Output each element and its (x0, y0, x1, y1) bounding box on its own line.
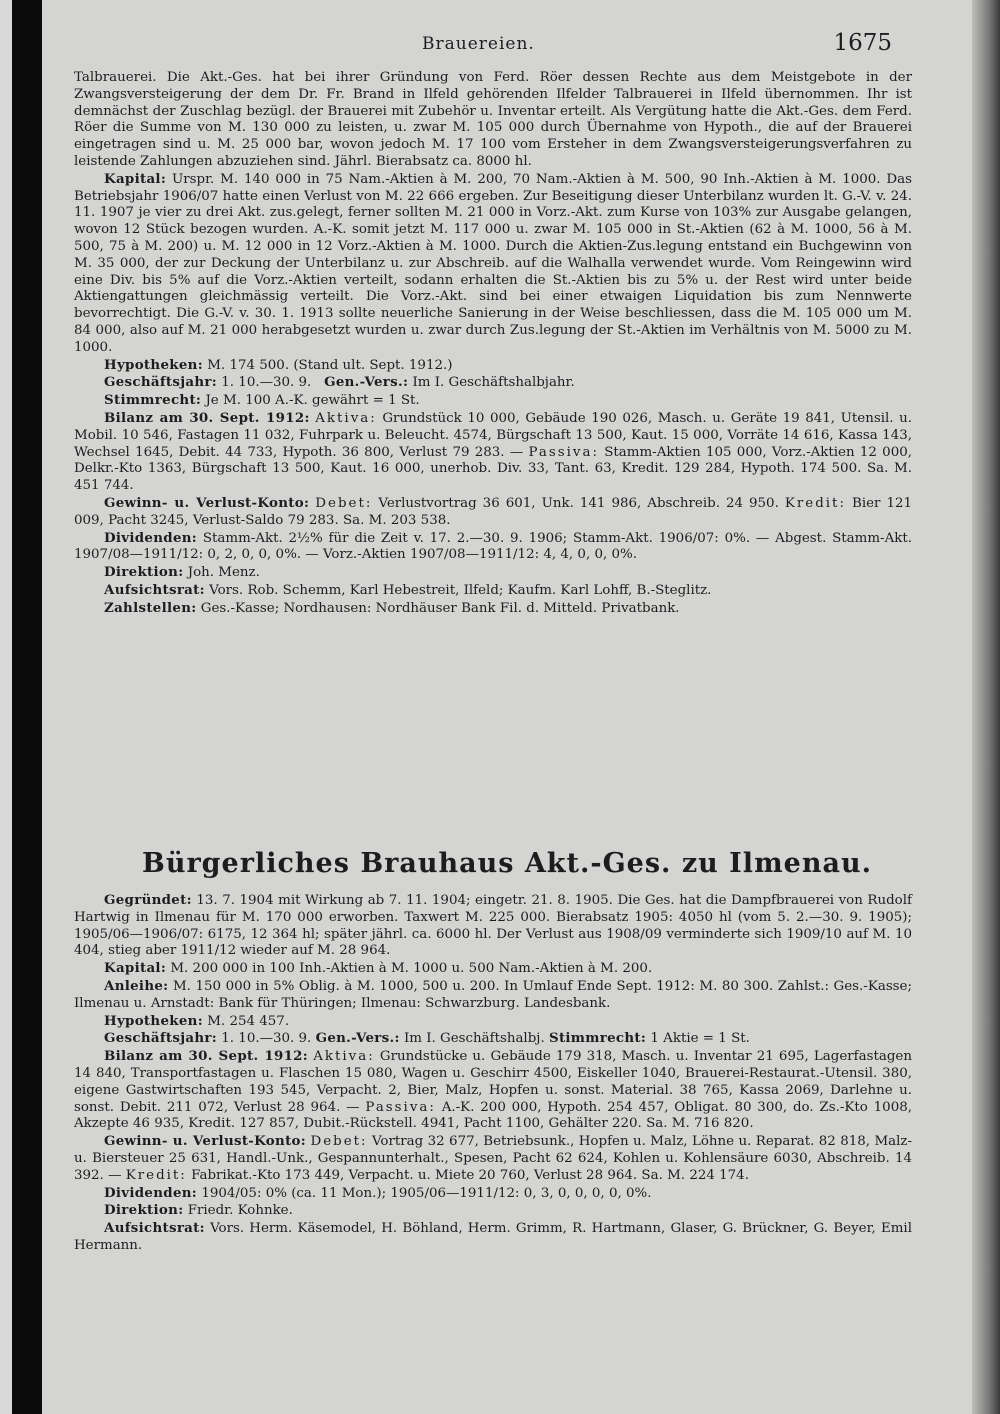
stimmrecht-entry (74, 392, 912, 410)
gen-vers-text-2: Im I. Geschäftshalbj. (403, 1031, 545, 1047)
anleihe-entry (74, 978, 912, 1013)
geschaeftsjahr-entry-2 (74, 1030, 912, 1048)
dividenden-label: Dividenden: (104, 529, 198, 546)
kredit-label: Kredit: (784, 495, 846, 511)
aktiva-text: Grundstück 10 000, Gebäude 190 026, Masch. u. Geräte 19 841, Utensil. u. Mobil. 10 546, Fastagen 11 032, Fuhrpark u. Beleucht. 4574, Bürgschaft 13 500, Kaut. 15 000, Vorräte 14 616, Kassa 143, Wechsel 1645, Debit. 44 733, Hypoth. 36 800, Verlust 79 283. (74, 410, 912, 460)
aufsichtsrat-label: Aufsichtsrat: (104, 581, 205, 598)
passiva-label-2: Passiva: (365, 1099, 436, 1115)
kapital-label: Kapital: (104, 170, 167, 187)
page-header (42, 30, 972, 60)
kapital-entry (74, 171, 912, 357)
direktion-entry (74, 564, 912, 582)
kapital-text: Urspr. M. 140 000 in 75 Nam.-Aktien à M. 200, 70 Nam.-Aktien à M. 500, 90 Inh.-Aktien à M. 1000. Das Betriebsjahr 1906/07 hatte einen Verlust von M. 22 666 ergeben. Zur Beseitigung dieser Unterbilanz wurden lt. G.-V. v. 24. 11. 1907 je vier zu drei Akt. zus.gelegt, ferner sollten M. 21 000 in Vorz.-Akt. zum Kurse von 103% zur Ausgabe gelangen, wovon 12 Stück bezogen wurden. A.-K. somit jetzt M. 117 000 u. zwar M. 105 000 in St.-Aktien (62 à M. 1000, 56 à M. 500, 75 à M. 200) u. M. 12 000 in 12 Vorz.-Aktien à M. 1000. Durch die Aktien-Zus.legung entstand ein Buchgewinn von M. 35 000, der zur Deckung der Unterbilanz u. zur Abschreib. auf die Walhalla verwendet wurde. Vom Reingewinn wird eine Div. bis 5% auf die Vorz.-Aktien verteilt, sodann erhalten die St.-Aktien bis zu 5% u. der Rest wird unter beide Aktiengattungen gleichmässig verteilt. Die Vorz.-Akt. sind bei einer etwaigen Liquidation bis zum Nennwerte bevorrechtigt. Die G.-V. v. 30. 1. 1913 sollte neuerliche Sanierung in der Weise beschliessen, dass die M. 105 000 um M. 84 000, also auf M. 21 000 herabgesetzt wurden u. zwar durch Zus.legung der St.-Aktien im Verhältnis von M. 5000 zu M. 1000. (74, 171, 912, 355)
hypotheken-text-2: M. 254 457. (207, 1013, 290, 1029)
bilanz-label-2: Bilanz am 30. Sept. 1912: (104, 1048, 309, 1065)
debet-text-2: Vortrag 32 677, Betriebsunk., Hopfen u. Malz, Löhne u. Reparat. 82 818, Malz- u. Biersteuer 25 631, Handl.-Unk., Gespannunterhalt., Spesen, Pacht 62 624, Kohlen u. Kohlensäure 6030, Abschreib. 14 392. (74, 1134, 913, 1183)
direktion-text-2: Friedr. Kohnke. (187, 1203, 293, 1219)
geschaeftsjahr-label: Geschäftsjahr: (104, 374, 217, 391)
bilanz-label: Bilanz am 30. Sept. 1912: (104, 409, 310, 426)
dividenden-entry (74, 530, 912, 565)
direktion-label-2: Direktion: (104, 1202, 184, 1219)
page-number: 1675 (833, 30, 892, 56)
direktion-entry-2 (74, 1202, 912, 1220)
dividenden-text-2: 1904/05: 0% (ca. 11 Mon.); 1905/06—1911/12: 0, 3, 0, 0, 0, 0, 0%. (201, 1185, 652, 1201)
gegruendet-entry (74, 892, 912, 960)
entry-buergerliches-brauhaus (74, 892, 912, 1255)
aufsichtsrat-entry (74, 582, 912, 600)
debet-label: Debet: (315, 495, 373, 511)
debet-text: Verlustvortrag 36 601, Unk. 141 986, Abschreib. 24 950. (378, 495, 779, 511)
stimmrecht-label: Stimmrecht: (104, 392, 202, 409)
gewinn-label: Gewinn- u. Verlust-Konto: (104, 494, 310, 511)
geschaeftsjahr-text: 1. 10.—30. 9. (221, 375, 312, 391)
passiva-label: Passiva: (528, 444, 599, 460)
hypotheken-entry (74, 357, 912, 375)
hypotheken-entry-2 (74, 1013, 912, 1031)
kredit-text-2: Fabrikat.-Kto 173 449, Verpacht. u. Miete 20 760, Verlust 28 964. Sa. M. 224 174. (191, 1167, 749, 1183)
scan-right-edge (972, 0, 1000, 1414)
gewinn-entry (74, 495, 912, 530)
geschaeftsjahr-text-2: 1. 10.—30. 9. (221, 1031, 312, 1047)
running-title: Brauereien. (422, 34, 535, 54)
zahlstellen-entry (74, 600, 912, 618)
dividenden-text: Stamm-Akt. 2½% für die Zeit v. 17. 2.—30. 9. 1906; Stamm-Akt. 1906/07: 0%. — Abgest. Stamm-Akt. 1907/08—1911/12: 0, 2, 0, 0, 0%. — Vorz.-Aktien 1907/08—1911/12: 4, 4, 0, 0, 0%. (74, 530, 912, 563)
stimmrecht-label-2: Stimmrecht: (548, 1030, 647, 1047)
geschaeftsjahr-entry (74, 374, 912, 392)
kapital-label-2: Kapital: (104, 960, 167, 977)
passiva-text: Stamm-Aktien 105 000, Vorz.-Aktien 12 000, Delkr.-Kto 1363, Bürgschaft 13 500, Kaut. 16 000, unerhob. Div. 33, Tant. 63, Kredit. 129 284, Hypoth. 174 500. Sa. M. 451 744. (74, 444, 912, 494)
stimmrecht-text-2: 1 Aktie = 1 St. (650, 1031, 750, 1047)
gegruendet-text: 13. 7. 1904 mit Wirkung ab 7. 11. 1904; eingetr. 21. 8. 1905. Die Ges. hat die Dampfbrauerei von Rudolf Hartwig in Ilmenau für M. 170 000 erworben. Taxwert M. 225 000. Bierabsatz 1905: 4050 hl (vom 5. 2.—30. 9. 1905); 1905/06—1906/07: 6175, 12 364 hl; später jährl. ca. 6000 hl. Der Verlust aus 1908/09 verminderte sich 1909/10 auf M. 10 404, stieg aber 1911/12 wieder auf M. 28 964. (74, 893, 912, 959)
hypotheken-label-2: Hypotheken: (104, 1012, 203, 1029)
stimmrecht-text: Je M. 100 A.-K. gewährt = 1 St. (205, 393, 420, 409)
gen-vers-label-2: Gen.-Vers.: (315, 1030, 400, 1047)
anleihe-text: M. 150 000 in 5% Oblig. à M. 1000, 500 u. 200. In Umlauf Ende Sept. 1912: M. 80 300. Zahlst.: Ges.-Kasse; Ilmenau u. Arnstadt: Bank für Thüringen; Ilmenau: Schwarzburg. Landesbank. (74, 978, 912, 1011)
aufsichtsrat-entry-2 (74, 1220, 912, 1255)
aktiva-text-2: Grundstücke u. Gebäude 179 318, Masch. u. Inventar 21 695, Lagerfastagen 14 840, Transportfastagen u. Flaschen 15 080, Wagen u. Geschirr 4500, Eiskeller 1040, Brauerei-Restaurat.-Utensil. 380, eigene Gastwirtschaften 193 545, Verpacht. 2, Bier, Malz, Hopfen u. sonst. Material. 38 765, Kassa 2069, Darlehne u. sonst. Debit. 211 072, Verlust 28 964. (74, 1049, 912, 1115)
document-page (42, 0, 972, 1414)
aufsichtsrat-text: Vors. Rob. Schemm, Karl Hebestreit, Ilfeld; Kaufm. Karl Lohff, B.-Steglitz. (209, 582, 712, 598)
kredit-label-2: Kredit: (125, 1167, 187, 1183)
geschaeftsjahr-label-2: Geschäftsjahr: (104, 1030, 217, 1047)
direktion-text: Joh. Menz. (187, 565, 260, 581)
kapital-entry-2 (74, 960, 912, 978)
kredit-text: Bier 121 009, Pacht 3245, Verlust-Saldo 79 283. Sa. M. 203 538. (74, 495, 913, 528)
aufsichtsrat-label-2: Aufsichtsrat: (104, 1220, 205, 1237)
gewinn-label-2: Gewinn- u. Verlust-Konto: (104, 1133, 307, 1150)
intro-paragraph: Talbrauerei. Die Akt.-Ges. hat bei ihrer Gründung von Ferd. Röer dessen Rechte aus dem Meistgebote in der Zwangsversteigerung der dem Dr. Fr. Brand in Ilfeld gehörenden Ilfelder Talbrauerei in Ilfeld übernommen. Ihr ist demnächst der Zuschlag bezügl. der Brauerei mit Zubehör u. Inventar erteilt. Als Vergütung hatte die Akt.-Ges. dem Ferd. Röer die Summe von M. 130 000 zu leisten, u. zwar M. 105 000 durch Übernahme von Hypoth., die auf der Brauerei eingetragen sind u. M. 25 000 bar, wovon jedoch M. 17 100 vom Ersteher in dem Zwangsversteigerungsverfahren zu leistende Zahlungen abzuziehen sind. Jährl. Bierabsatz ca. 8000 hl. (74, 70, 912, 169)
dividenden-entry-2 (74, 1185, 912, 1203)
dividenden-label-2: Dividenden: (104, 1184, 198, 1201)
company-heading: Bürgerliches Brauhaus Akt.-Ges. zu Ilmenau. (142, 848, 872, 879)
aufsichtsrat-text-2: Vors. Herm. Käsemodel, H. Böhland, Herm. Grimm, R. Hartmann, Glaser, G. Brückner, G. Beyer, Emil Hermann. (74, 1221, 912, 1253)
direktion-label: Direktion: (104, 564, 184, 581)
zahlstellen-label: Zahlstellen: (104, 599, 197, 616)
scan-binding-shadow (12, 0, 42, 1414)
hypotheken-label: Hypotheken: (104, 356, 203, 373)
zahlstellen-text: Ges.-Kasse; Nordhausen: Nordhäuser Bank Fil. d. Mitteld. Privatbank. (200, 600, 680, 616)
kapital-text-2: M. 200 000 in 100 Inh.-Aktien à M. 1000 u. 500 Nam.-Aktien à M. 200. (170, 961, 653, 977)
scan-left-margin (0, 0, 12, 1414)
passiva-text-2: A.-K. 200 000, Hypoth. 254 457, Obligat. 80 300, do. Zs.-Kto 1008, Akzepte 46 935, Kredit. 127 857, Dubit.-Rückstell. 4941, Pacht 1100, Gehälter 220. Sa. M. 716 820. (74, 1099, 912, 1132)
hypotheken-text: M. 174 500. (Stand ult. Sept. 1912.) (207, 357, 453, 373)
aktiva-label-2: Aktiva: (313, 1049, 375, 1065)
aktiva-label: Aktiva: (315, 410, 377, 426)
bilanz-entry-2: Bilanz am 30. Sept. 1912: Aktiva: Grundstücke u. Gebäude 179 318, Masch. u. Inventar 21 695, Lagerfastagen 14 840, Transportfastagen u. Flaschen 15 080, Wagen u. Geschirr 4500, Eiskeller 1040, Brauerei-Restaurat.-Utensil. 380, eigene Gastwirtschaften 193 545, Verpacht. 2, Bier, Malz, Hopfen u. sonst. Material. 38 765, Kassa 2069, Darlehne u. sonst. Debit. 211 072, Verlust 28 964. — Passiva: A.-K. 200 000, Hypoth. 254 457, Obligat. 80 300, do. Zs.-Kto 1008, Akzepte 46 935, Kredit. 127 857, Dubit.-Rückstell. 4941, Pacht 1100, Gehälter 220. Sa. M. 716 820. (74, 1048, 912, 1132)
anleihe-label: Anleihe: (104, 977, 169, 994)
debet-label-2: Debet: (310, 1134, 368, 1150)
entry-talbrauerei (74, 70, 912, 618)
bilanz-entry: Bilanz am 30. Sept. 1912: Aktiva: Grundstück 10 000, Gebäude 190 026, Masch. u. Geräte 19 841, Utensil. u. Mobil. 10 546, Fastagen 11 032, Fuhrpark u. Beleucht. 4574, Bürgschaft 13 500, Kaut. 15 000, Vorräte 14 616, Kassa 143, Wechsel 1645, Debit. 44 733, Hypoth. 36 800, Verlust 79 283. — Passiva: Stamm-Aktien 105 000, Vorz.-Aktien 12 000, Delkr.-Kto 1363, Bürgschaft 13 500, Kaut. 16 000, unerhob. Div. 33, Tant. 63, Kredit. 129 284, Hypoth. 174 500. Sa. M. 451 744. (74, 409, 912, 494)
gen-vers-label: Gen.-Vers.: (324, 374, 409, 391)
gegruendet-label: Gegründet: (104, 892, 192, 908)
gewinn-entry-2: Gewinn- u. Verlust-Konto: Debet: Vortrag 32 677, Betriebsunk., Hopfen u. Malz, Löhne u. Reparat. 82 818, Malz- u. Biersteuer 25 631, Handl.-Unk., Gespannunterhalt., Spesen, Pacht 62 624, Kohlen u. Kohlensäure 6030, Abschreib. 14 392. — Kredit: Fabrikat.-Kto 173 449, Verpacht. u. Miete 20 760, Verlust 28 964. Sa. M. 224 174. (74, 1133, 913, 1183)
gen-vers-text: Im I. Geschäftshalbjahr. (412, 375, 575, 391)
